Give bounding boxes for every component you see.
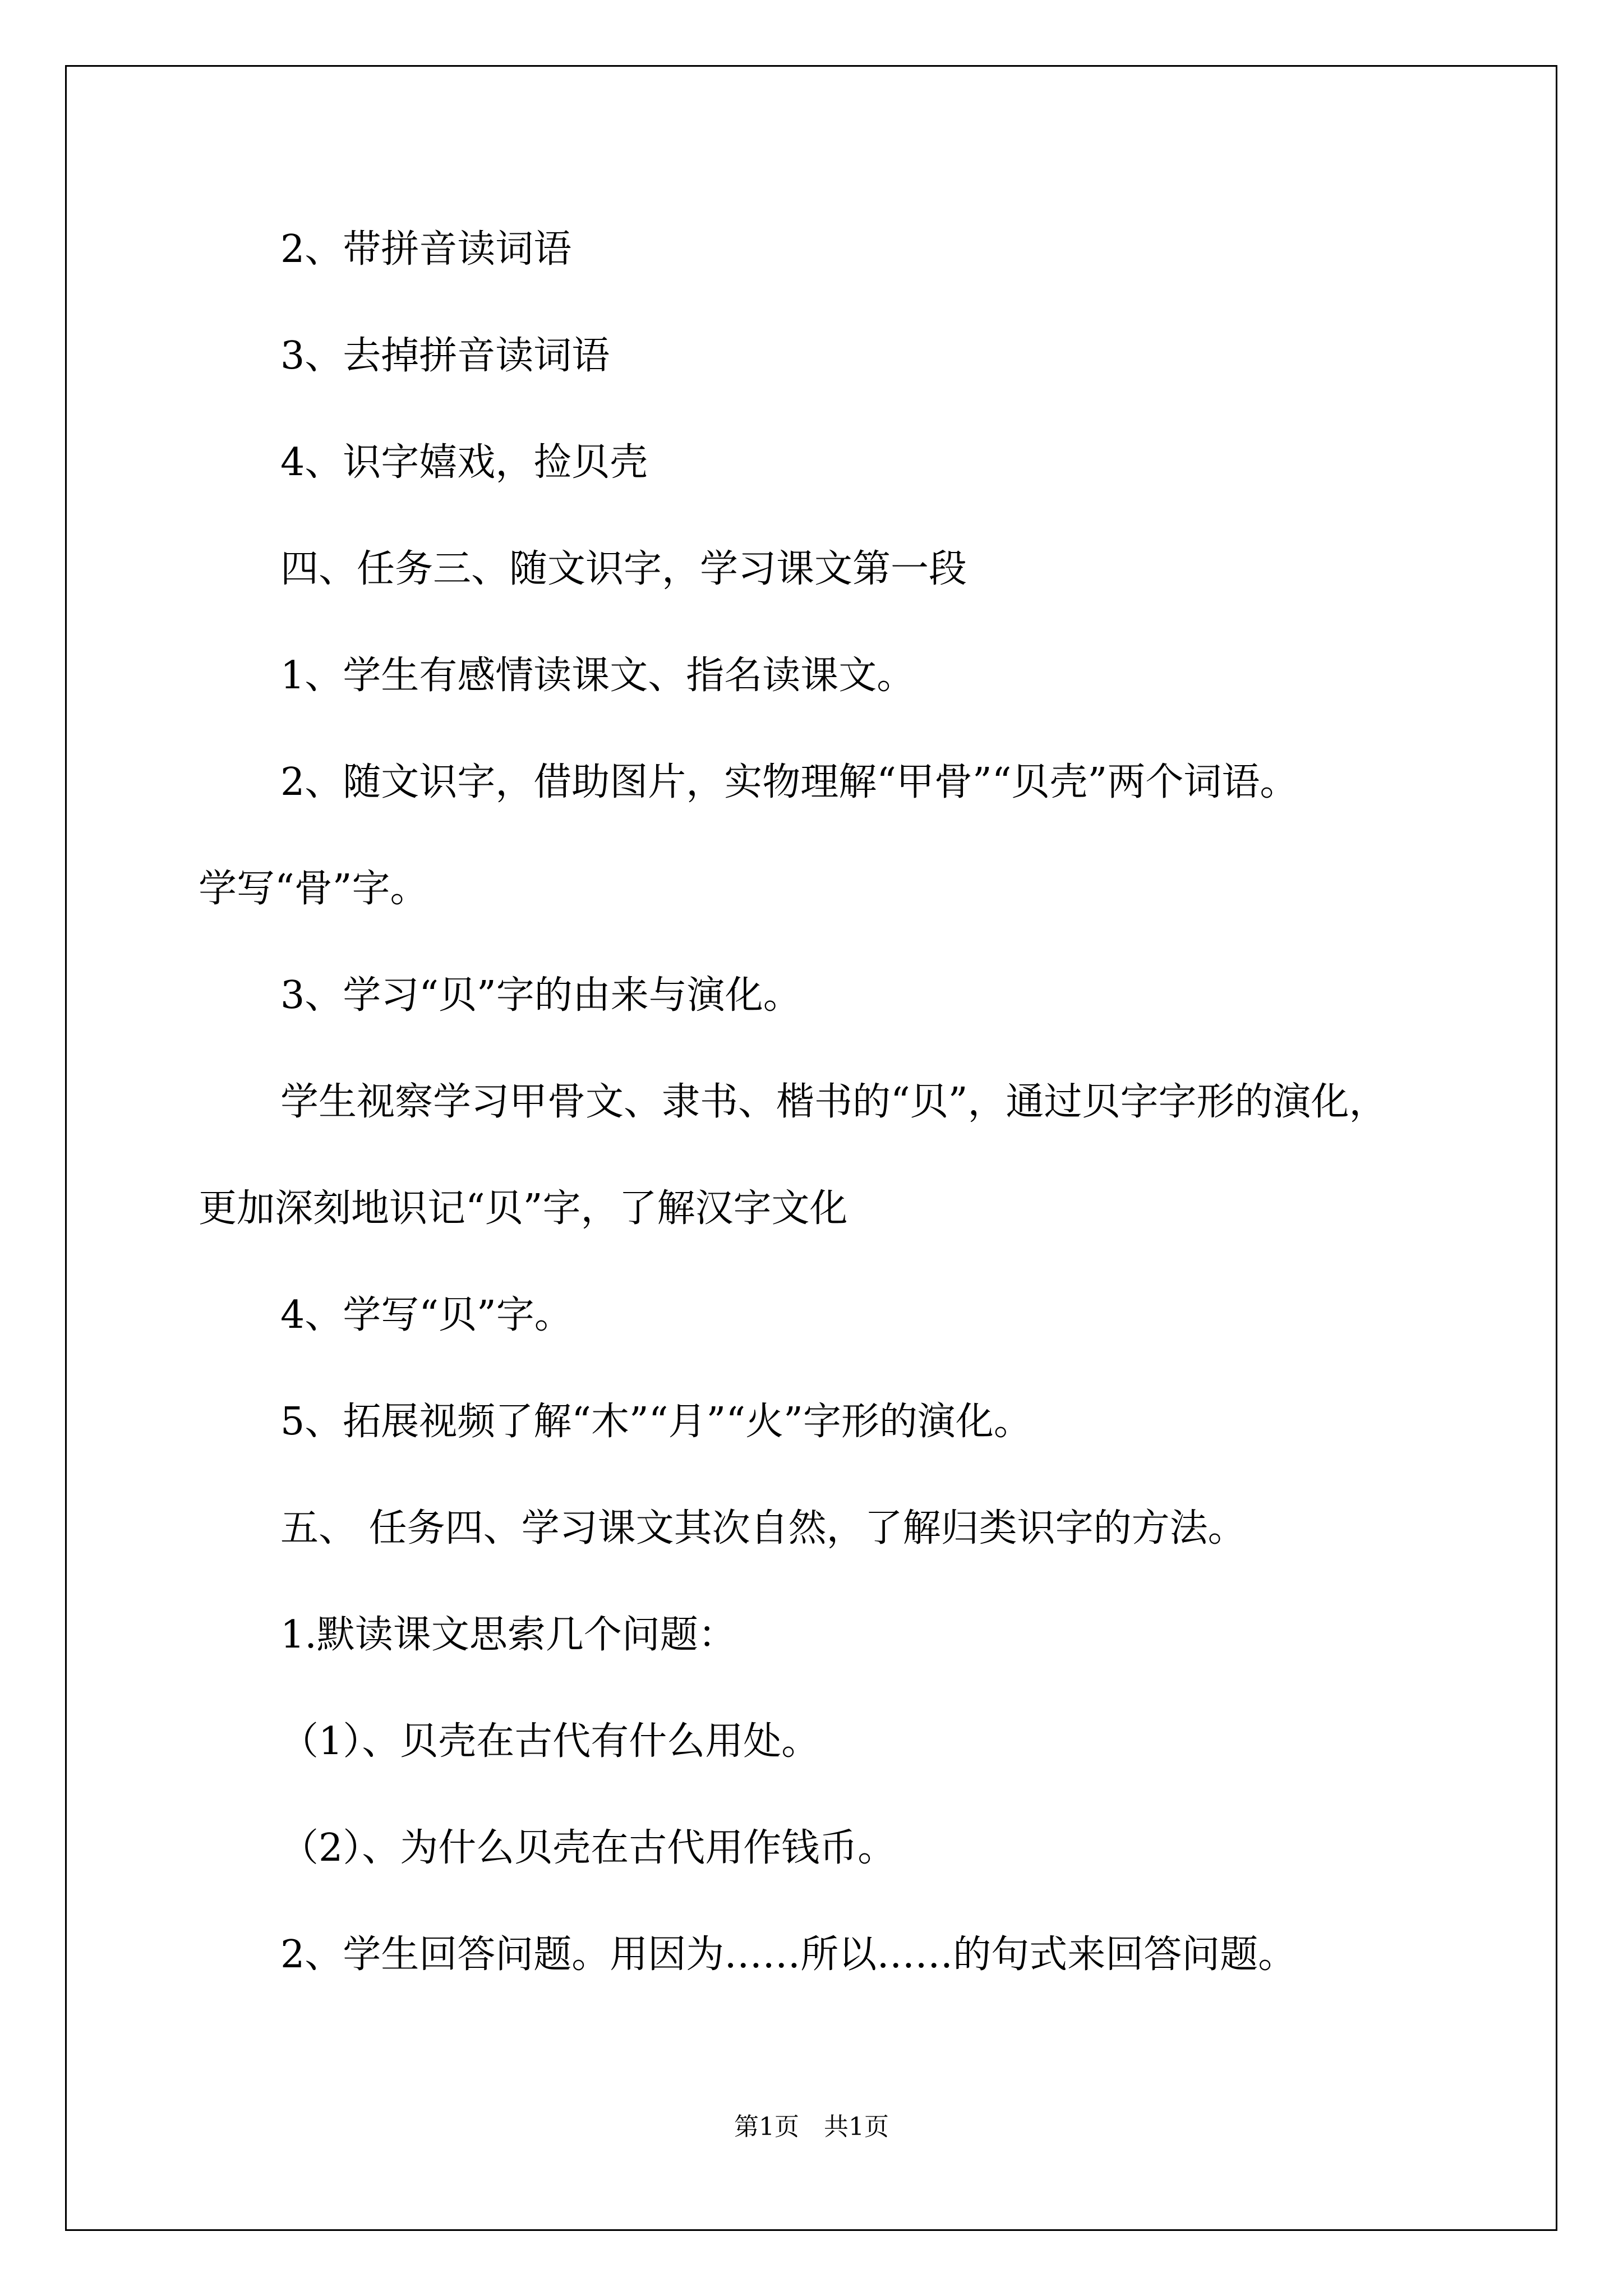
- page-number-footer: 第1页 共1页: [734, 2113, 889, 2141]
- section-heading: 四、任务三、随文识字，学习课文第一段: [280, 547, 967, 591]
- text-line: 更加深刻地识记“贝”字，了解汉字文化: [199, 1186, 848, 1231]
- text-line: （2）、为什么贝壳在古代用作钱币。: [280, 1826, 896, 1870]
- text-line: 2、学生回答问题。用因为……所以……的句式来回答问题。: [280, 1932, 1297, 1977]
- text-line: 3、去掉拼音读词语: [280, 334, 610, 378]
- text-line: 3、学习“贝”字的由来与演化。: [280, 973, 801, 1018]
- text-line: 4、学写“贝”字。: [280, 1293, 573, 1337]
- text-line: 1、学生有感情读课文、指名读课文。: [280, 654, 915, 698]
- section-heading: 五、 任务四、学习课文其次自然，了解归类识字的方法。: [280, 1506, 1246, 1550]
- text-line: 2、带拼音读词语: [280, 227, 572, 272]
- text-line: 5、拓展视频了解“木”“月”“火”字形的演化。: [280, 1400, 1032, 1444]
- text-line: 学写“骨”字。: [199, 867, 428, 911]
- text-line: 4、识字嬉戏，捡贝壳: [280, 440, 648, 485]
- text-line: 学生视察学习甲骨文、隶书、楷书的“贝”，通过贝字字形的演化，: [280, 1080, 1387, 1124]
- text-line: （1）、贝壳在古代有什么用处。: [280, 1719, 820, 1764]
- text-line: 2、随文识字，借助图片，实物理解“甲骨”“贝壳”两个词语。: [280, 760, 1298, 804]
- page-border: [65, 65, 1557, 2231]
- text-line: 1.默读课文思索几个问题：: [280, 1613, 736, 1657]
